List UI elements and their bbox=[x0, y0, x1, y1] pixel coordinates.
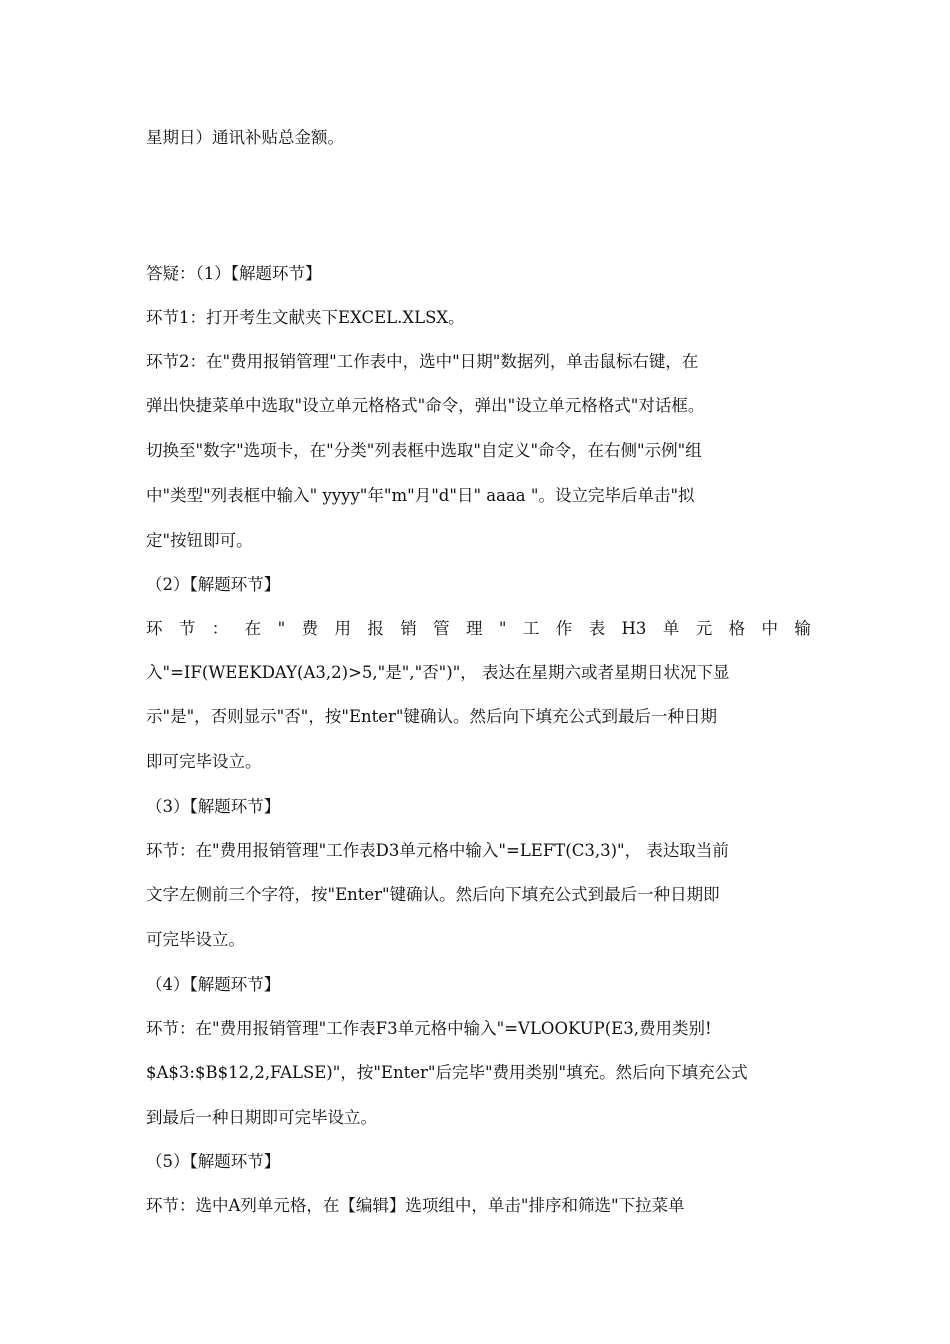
text-line: 中"类型"列表框中输入" yyyy"年"m"月"d"日" aaaa "。设立完毕后单击"拟 bbox=[146, 486, 695, 505]
spread-char: 中 bbox=[761, 619, 778, 638]
text-line: 入"=IF(WEEKDAY(A3,2)>5,"是","否")"， 表达在星期六或者星期日状况下显 bbox=[146, 663, 730, 682]
text-line: 环节2：在"费用报销管理"工作表中，选中"日期"数据列，单击鼠标右键，在 bbox=[146, 352, 699, 371]
section-heading: （5）【解题环节】 bbox=[146, 1152, 281, 1171]
spread-char: 输 bbox=[794, 619, 811, 638]
spread-char: 报 bbox=[367, 619, 384, 638]
spread-char: H3 bbox=[621, 619, 647, 638]
spread-char: " bbox=[498, 619, 507, 638]
spread-char: ： bbox=[211, 619, 229, 638]
text-line: 文字左侧前三个字符，按"Enter"键确认。然后向下填充公式到最后一种日期即 bbox=[146, 885, 720, 904]
text-line: 到最后一种日期即可完毕设立。 bbox=[146, 1108, 377, 1127]
spread-char: 作 bbox=[555, 619, 573, 638]
text-line: 环节：选中A列单元格，在【编辑】选项组中，单击"排序和筛选"下拉菜单 bbox=[146, 1196, 685, 1215]
answer-heading: 答疑：（1）【解题环节】 bbox=[146, 264, 322, 283]
text-line: 可完毕设立。 bbox=[146, 930, 245, 949]
text-line: 环节1：打开考生文献夹下EXCEL.XLSX。 bbox=[146, 308, 465, 327]
spread-char: 用 bbox=[334, 619, 351, 638]
spread-char: 费 bbox=[301, 619, 319, 638]
text-line: 即可完毕设立。 bbox=[146, 752, 262, 771]
spread-char: 单 bbox=[662, 619, 680, 638]
spread-char: 元 bbox=[695, 619, 713, 638]
section-heading: （3）【解题环节】 bbox=[146, 797, 281, 816]
spread-char: 表 bbox=[588, 619, 606, 638]
spread-char: 销 bbox=[400, 619, 417, 638]
spread-char: 节 bbox=[178, 619, 196, 638]
text-line: 定"按钮即可。 bbox=[146, 531, 253, 550]
text-line: $A$3:$B$12,2,FALSE)"，按"Enter"后完毕"费用类别"填充。然后向下填充公式 bbox=[146, 1063, 748, 1082]
spread-char: 理 bbox=[466, 619, 483, 638]
text-line: 示"是"，否则显示"否"，按"Enter"键确认。然后向下填充公式到最后一种日期 bbox=[146, 707, 717, 726]
text-line: 环节：在"费用报销管理"工作表F3单元格中输入"=VLOOKUP(E3,费用类别! bbox=[146, 1019, 712, 1038]
spread-char: 格 bbox=[728, 619, 746, 638]
text-line: 弹出快捷菜单中选取"设立单元格格式"命令，弹出"设立单元格格式"对话框。 bbox=[146, 396, 705, 415]
section-heading: （2）【解题环节】 bbox=[146, 575, 281, 594]
text-line: 切换至"数字"选项卡，在"分类"列表框中选取"自定义"命令，在右侧"示例"组 bbox=[146, 441, 702, 460]
spread-char: 环 bbox=[146, 619, 163, 638]
section-heading: （4）【解题环节】 bbox=[146, 975, 281, 994]
spread-char: " bbox=[277, 619, 286, 638]
spread-char: 在 bbox=[244, 619, 262, 638]
text-line: 星期日）通讯补贴总金额。 bbox=[146, 128, 344, 147]
spread-char: 工 bbox=[522, 619, 540, 638]
spread-char: 管 bbox=[433, 619, 450, 638]
text-line-spread bbox=[146, 617, 811, 641]
text-line: 环节：在"费用报销管理"工作表D3单元格中输入"=LEFT(C3,3)"， 表达取当前 bbox=[146, 841, 729, 860]
